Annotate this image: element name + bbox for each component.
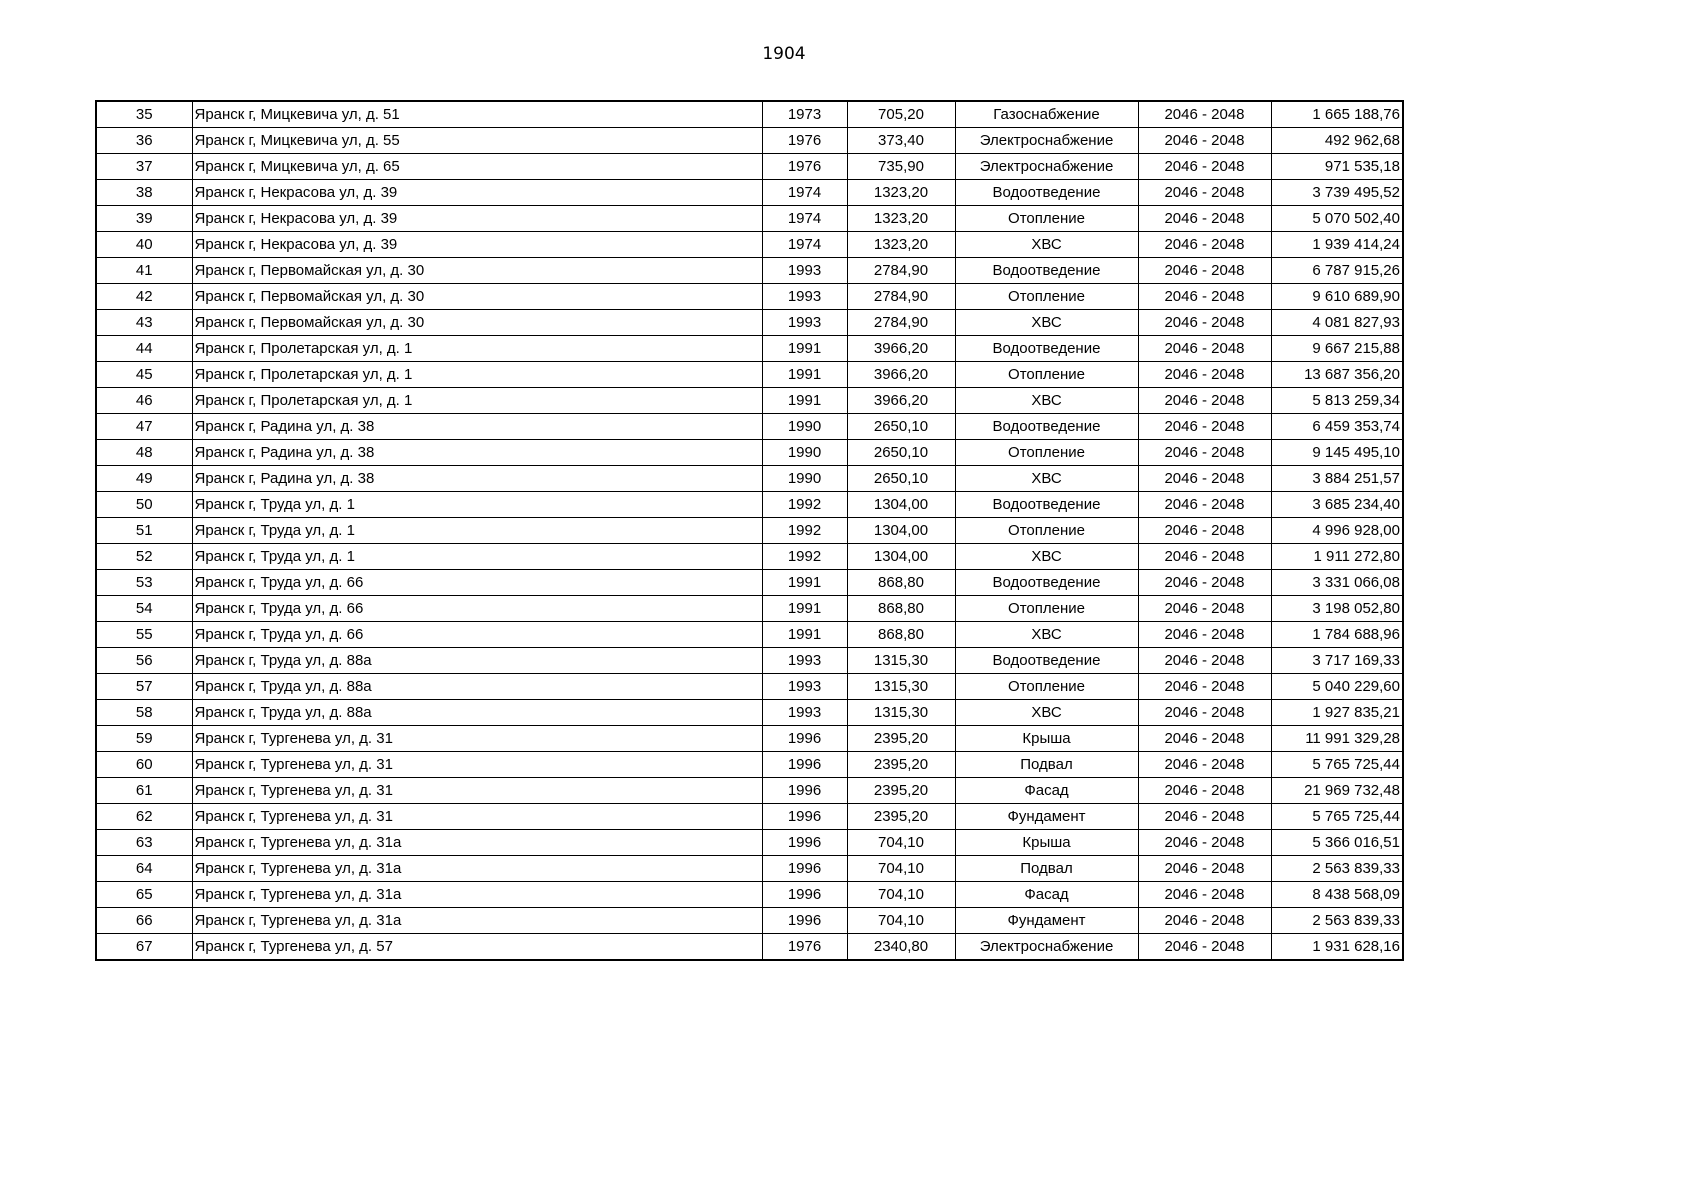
address-cell: Яранск г, Тургенева ул, д. 31а xyxy=(192,830,762,856)
work-type-cell: Водоотведение xyxy=(955,336,1138,362)
work-type-cell: Отопление xyxy=(955,206,1138,232)
area-cell: 3966,20 xyxy=(847,388,955,414)
row-number-cell: 52 xyxy=(96,544,192,570)
work-type-cell: Водоотведение xyxy=(955,570,1138,596)
year-built-cell: 1992 xyxy=(762,492,847,518)
cost-cell: 9 145 495,10 xyxy=(1271,440,1403,466)
period-cell: 2046 - 2048 xyxy=(1138,778,1271,804)
table-row xyxy=(96,310,1403,336)
address-cell: Яранск г, Некрасова ул, д. 39 xyxy=(192,180,762,206)
cost-cell: 6 459 353,74 xyxy=(1271,414,1403,440)
address-cell: Яранск г, Труда ул, д. 88а xyxy=(192,700,762,726)
row-number-cell: 45 xyxy=(96,362,192,388)
area-cell: 2650,10 xyxy=(847,466,955,492)
area-cell: 3966,20 xyxy=(847,336,955,362)
work-type-cell: Подвал xyxy=(955,752,1138,778)
cost-cell: 3 198 052,80 xyxy=(1271,596,1403,622)
area-cell: 2784,90 xyxy=(847,284,955,310)
area-cell: 704,10 xyxy=(847,908,955,934)
area-cell: 1315,30 xyxy=(847,648,955,674)
area-cell: 1315,30 xyxy=(847,700,955,726)
table-row xyxy=(96,492,1403,518)
area-cell: 3966,20 xyxy=(847,362,955,388)
table-row xyxy=(96,700,1403,726)
period-cell: 2046 - 2048 xyxy=(1138,336,1271,362)
address-cell: Яранск г, Мицкевича ул, д. 55 xyxy=(192,128,762,154)
address-cell: Яранск г, Радина ул, д. 38 xyxy=(192,466,762,492)
period-cell: 2046 - 2048 xyxy=(1138,830,1271,856)
year-built-cell: 1974 xyxy=(762,180,847,206)
year-built-cell: 1973 xyxy=(762,101,847,128)
year-built-cell: 1990 xyxy=(762,414,847,440)
cost-cell: 1 665 188,76 xyxy=(1271,101,1403,128)
table-row xyxy=(96,414,1403,440)
row-number-cell: 63 xyxy=(96,830,192,856)
work-type-cell: Отопление xyxy=(955,674,1138,700)
table-body xyxy=(96,101,1403,960)
row-number-cell: 61 xyxy=(96,778,192,804)
address-cell: Яранск г, Некрасова ул, д. 39 xyxy=(192,206,762,232)
work-type-cell: Фундамент xyxy=(955,908,1138,934)
row-number-cell: 66 xyxy=(96,908,192,934)
cost-cell: 3 685 234,40 xyxy=(1271,492,1403,518)
address-cell: Яранск г, Тургенева ул, д. 31 xyxy=(192,726,762,752)
cost-cell: 4 996 928,00 xyxy=(1271,518,1403,544)
table-row xyxy=(96,648,1403,674)
row-number-cell: 67 xyxy=(96,934,192,961)
year-built-cell: 1974 xyxy=(762,232,847,258)
cost-cell: 1 939 414,24 xyxy=(1271,232,1403,258)
row-number-cell: 57 xyxy=(96,674,192,700)
area-cell: 1304,00 xyxy=(847,492,955,518)
cost-cell: 9 667 215,88 xyxy=(1271,336,1403,362)
row-number-cell: 55 xyxy=(96,622,192,648)
address-cell: Яранск г, Труда ул, д. 1 xyxy=(192,518,762,544)
period-cell: 2046 - 2048 xyxy=(1138,544,1271,570)
work-type-cell: ХВС xyxy=(955,466,1138,492)
cost-cell: 1 784 688,96 xyxy=(1271,622,1403,648)
address-cell: Яранск г, Тургенева ул, д. 31 xyxy=(192,804,762,830)
table-row xyxy=(96,336,1403,362)
address-cell: Яранск г, Пролетарская ул, д. 1 xyxy=(192,362,762,388)
row-number-cell: 58 xyxy=(96,700,192,726)
table-row xyxy=(96,388,1403,414)
cost-cell: 1 931 628,16 xyxy=(1271,934,1403,961)
period-cell: 2046 - 2048 xyxy=(1138,622,1271,648)
area-cell: 2395,20 xyxy=(847,752,955,778)
cost-cell: 8 438 568,09 xyxy=(1271,882,1403,908)
period-cell: 2046 - 2048 xyxy=(1138,258,1271,284)
area-cell: 704,10 xyxy=(847,830,955,856)
work-type-cell: Отопление xyxy=(955,518,1138,544)
area-cell: 868,80 xyxy=(847,622,955,648)
cost-cell: 971 535,18 xyxy=(1271,154,1403,180)
housing-repair-table xyxy=(95,100,1404,961)
work-type-cell: Отопление xyxy=(955,440,1138,466)
row-number-cell: 49 xyxy=(96,466,192,492)
address-cell: Яранск г, Труда ул, д. 88а xyxy=(192,648,762,674)
area-cell: 2784,90 xyxy=(847,310,955,336)
period-cell: 2046 - 2048 xyxy=(1138,466,1271,492)
year-built-cell: 1996 xyxy=(762,726,847,752)
row-number-cell: 51 xyxy=(96,518,192,544)
row-number-cell: 40 xyxy=(96,232,192,258)
area-cell: 373,40 xyxy=(847,128,955,154)
address-cell: Яранск г, Тургенева ул, д. 57 xyxy=(192,934,762,961)
address-cell: Яранск г, Труда ул, д. 66 xyxy=(192,596,762,622)
table-row xyxy=(96,570,1403,596)
area-cell: 2784,90 xyxy=(847,258,955,284)
area-cell: 1315,30 xyxy=(847,674,955,700)
area-cell: 705,20 xyxy=(847,101,955,128)
cost-cell: 11 991 329,28 xyxy=(1271,726,1403,752)
year-built-cell: 1991 xyxy=(762,388,847,414)
row-number-cell: 64 xyxy=(96,856,192,882)
year-built-cell: 1996 xyxy=(762,752,847,778)
cost-cell: 1 911 272,80 xyxy=(1271,544,1403,570)
area-cell: 704,10 xyxy=(847,882,955,908)
year-built-cell: 1976 xyxy=(762,128,847,154)
table-row xyxy=(96,362,1403,388)
area-cell: 2395,20 xyxy=(847,778,955,804)
work-type-cell: Электроснабжение xyxy=(955,934,1138,961)
period-cell: 2046 - 2048 xyxy=(1138,414,1271,440)
year-built-cell: 1993 xyxy=(762,284,847,310)
work-type-cell: Отопление xyxy=(955,362,1138,388)
cost-cell: 2 563 839,33 xyxy=(1271,908,1403,934)
address-cell: Яранск г, Радина ул, д. 38 xyxy=(192,414,762,440)
row-number-cell: 42 xyxy=(96,284,192,310)
area-cell: 1323,20 xyxy=(847,180,955,206)
address-cell: Яранск г, Тургенева ул, д. 31а xyxy=(192,882,762,908)
year-built-cell: 1991 xyxy=(762,336,847,362)
cost-cell: 9 610 689,90 xyxy=(1271,284,1403,310)
address-cell: Яранск г, Мицкевича ул, д. 65 xyxy=(192,154,762,180)
period-cell: 2046 - 2048 xyxy=(1138,570,1271,596)
address-cell: Яранск г, Некрасова ул, д. 39 xyxy=(192,232,762,258)
table-row xyxy=(96,908,1403,934)
area-cell: 868,80 xyxy=(847,570,955,596)
work-type-cell: ХВС xyxy=(955,388,1138,414)
table-row xyxy=(96,154,1403,180)
year-built-cell: 1990 xyxy=(762,466,847,492)
area-cell: 868,80 xyxy=(847,596,955,622)
address-cell: Яранск г, Тургенева ул, д. 31 xyxy=(192,778,762,804)
address-cell: Яранск г, Труда ул, д. 88а xyxy=(192,674,762,700)
work-type-cell: Фасад xyxy=(955,778,1138,804)
table-row xyxy=(96,674,1403,700)
work-type-cell: Электроснабжение xyxy=(955,154,1138,180)
area-cell: 1323,20 xyxy=(847,232,955,258)
table-row xyxy=(96,856,1403,882)
work-type-cell: Крыша xyxy=(955,830,1138,856)
row-number-cell: 59 xyxy=(96,726,192,752)
row-number-cell: 39 xyxy=(96,206,192,232)
table-row xyxy=(96,830,1403,856)
period-cell: 2046 - 2048 xyxy=(1138,180,1271,206)
address-cell: Яранск г, Труда ул, д. 1 xyxy=(192,544,762,570)
area-cell: 2340,80 xyxy=(847,934,955,961)
work-type-cell: ХВС xyxy=(955,544,1138,570)
address-cell: Яранск г, Тургенева ул, д. 31 xyxy=(192,752,762,778)
period-cell: 2046 - 2048 xyxy=(1138,726,1271,752)
work-type-cell: Водоотведение xyxy=(955,414,1138,440)
table-row xyxy=(96,466,1403,492)
area-cell: 704,10 xyxy=(847,856,955,882)
cost-cell: 4 081 827,93 xyxy=(1271,310,1403,336)
cost-cell: 5 813 259,34 xyxy=(1271,388,1403,414)
work-type-cell: Подвал xyxy=(955,856,1138,882)
year-built-cell: 1993 xyxy=(762,700,847,726)
work-type-cell: Электроснабжение xyxy=(955,128,1138,154)
cost-cell: 6 787 915,26 xyxy=(1271,258,1403,284)
table-row xyxy=(96,596,1403,622)
area-cell: 2395,20 xyxy=(847,726,955,752)
period-cell: 2046 - 2048 xyxy=(1138,856,1271,882)
period-cell: 2046 - 2048 xyxy=(1138,648,1271,674)
work-type-cell: Фасад xyxy=(955,882,1138,908)
table-row xyxy=(96,518,1403,544)
year-built-cell: 1992 xyxy=(762,518,847,544)
work-type-cell: Водоотведение xyxy=(955,180,1138,206)
year-built-cell: 1991 xyxy=(762,570,847,596)
period-cell: 2046 - 2048 xyxy=(1138,388,1271,414)
page-number: 1904 xyxy=(762,44,806,64)
row-number-cell: 56 xyxy=(96,648,192,674)
area-cell: 1323,20 xyxy=(847,206,955,232)
address-cell: Яранск г, Первомайская ул, д. 30 xyxy=(192,284,762,310)
cost-cell: 3 717 169,33 xyxy=(1271,648,1403,674)
period-cell: 2046 - 2048 xyxy=(1138,154,1271,180)
cost-cell: 5 366 016,51 xyxy=(1271,830,1403,856)
area-cell: 2650,10 xyxy=(847,440,955,466)
period-cell: 2046 - 2048 xyxy=(1138,908,1271,934)
cost-cell: 5 040 229,60 xyxy=(1271,674,1403,700)
year-built-cell: 1996 xyxy=(762,882,847,908)
cost-cell: 3 739 495,52 xyxy=(1271,180,1403,206)
year-built-cell: 1993 xyxy=(762,674,847,700)
period-cell: 2046 - 2048 xyxy=(1138,492,1271,518)
cost-cell: 13 687 356,20 xyxy=(1271,362,1403,388)
cost-cell: 2 563 839,33 xyxy=(1271,856,1403,882)
address-cell: Яранск г, Первомайская ул, д. 30 xyxy=(192,310,762,336)
table-row xyxy=(96,128,1403,154)
row-number-cell: 50 xyxy=(96,492,192,518)
work-type-cell: Крыша xyxy=(955,726,1138,752)
work-type-cell: Газоснабжение xyxy=(955,101,1138,128)
work-type-cell: Водоотведение xyxy=(955,258,1138,284)
row-number-cell: 41 xyxy=(96,258,192,284)
table-row xyxy=(96,622,1403,648)
table-row xyxy=(96,206,1403,232)
period-cell: 2046 - 2048 xyxy=(1138,128,1271,154)
address-cell: Яранск г, Тургенева ул, д. 31а xyxy=(192,908,762,934)
period-cell: 2046 - 2048 xyxy=(1138,101,1271,128)
cost-cell: 5 765 725,44 xyxy=(1271,752,1403,778)
row-number-cell: 53 xyxy=(96,570,192,596)
year-built-cell: 1996 xyxy=(762,778,847,804)
period-cell: 2046 - 2048 xyxy=(1138,934,1271,961)
table-row xyxy=(96,934,1403,961)
address-cell: Яранск г, Труда ул, д. 66 xyxy=(192,622,762,648)
year-built-cell: 1992 xyxy=(762,544,847,570)
table-row xyxy=(96,258,1403,284)
address-cell: Яранск г, Мицкевича ул, д. 51 xyxy=(192,101,762,128)
work-type-cell: Водоотведение xyxy=(955,492,1138,518)
year-built-cell: 1991 xyxy=(762,596,847,622)
cost-cell: 5 765 725,44 xyxy=(1271,804,1403,830)
period-cell: 2046 - 2048 xyxy=(1138,674,1271,700)
work-type-cell: ХВС xyxy=(955,700,1138,726)
year-built-cell: 1993 xyxy=(762,310,847,336)
table-row xyxy=(96,726,1403,752)
area-cell: 1304,00 xyxy=(847,518,955,544)
work-type-cell: Водоотведение xyxy=(955,648,1138,674)
cost-cell: 492 962,68 xyxy=(1271,128,1403,154)
area-cell: 2650,10 xyxy=(847,414,955,440)
area-cell: 1304,00 xyxy=(847,544,955,570)
row-number-cell: 47 xyxy=(96,414,192,440)
period-cell: 2046 - 2048 xyxy=(1138,362,1271,388)
address-cell: Яранск г, Тургенева ул, д. 31а xyxy=(192,856,762,882)
row-number-cell: 62 xyxy=(96,804,192,830)
row-number-cell: 35 xyxy=(96,101,192,128)
row-number-cell: 38 xyxy=(96,180,192,206)
table-row xyxy=(96,232,1403,258)
row-number-cell: 44 xyxy=(96,336,192,362)
row-number-cell: 65 xyxy=(96,882,192,908)
year-built-cell: 1990 xyxy=(762,440,847,466)
year-built-cell: 1993 xyxy=(762,258,847,284)
table-row xyxy=(96,180,1403,206)
address-cell: Яранск г, Радина ул, д. 38 xyxy=(192,440,762,466)
period-cell: 2046 - 2048 xyxy=(1138,310,1271,336)
work-type-cell: ХВС xyxy=(955,232,1138,258)
work-type-cell: Отопление xyxy=(955,284,1138,310)
period-cell: 2046 - 2048 xyxy=(1138,232,1271,258)
period-cell: 2046 - 2048 xyxy=(1138,206,1271,232)
row-number-cell: 46 xyxy=(96,388,192,414)
table-row xyxy=(96,804,1403,830)
period-cell: 2046 - 2048 xyxy=(1138,752,1271,778)
table-row xyxy=(96,440,1403,466)
cost-cell: 21 969 732,48 xyxy=(1271,778,1403,804)
table-row xyxy=(96,778,1403,804)
address-cell: Яранск г, Пролетарская ул, д. 1 xyxy=(192,336,762,362)
table-row xyxy=(96,752,1403,778)
work-type-cell: Фундамент xyxy=(955,804,1138,830)
row-number-cell: 60 xyxy=(96,752,192,778)
period-cell: 2046 - 2048 xyxy=(1138,440,1271,466)
cost-cell: 5 070 502,40 xyxy=(1271,206,1403,232)
year-built-cell: 1996 xyxy=(762,908,847,934)
year-built-cell: 1976 xyxy=(762,154,847,180)
year-built-cell: 1991 xyxy=(762,622,847,648)
table-row xyxy=(96,284,1403,310)
address-cell: Яранск г, Первомайская ул, д. 30 xyxy=(192,258,762,284)
cost-cell: 3 331 066,08 xyxy=(1271,570,1403,596)
cost-cell: 1 927 835,21 xyxy=(1271,700,1403,726)
period-cell: 2046 - 2048 xyxy=(1138,284,1271,310)
year-built-cell: 1993 xyxy=(762,648,847,674)
row-number-cell: 43 xyxy=(96,310,192,336)
period-cell: 2046 - 2048 xyxy=(1138,882,1271,908)
year-built-cell: 1996 xyxy=(762,830,847,856)
year-built-cell: 1996 xyxy=(762,856,847,882)
table-row xyxy=(96,101,1403,128)
area-cell: 2395,20 xyxy=(847,804,955,830)
cost-cell: 3 884 251,57 xyxy=(1271,466,1403,492)
table-row xyxy=(96,882,1403,908)
period-cell: 2046 - 2048 xyxy=(1138,518,1271,544)
work-type-cell: ХВС xyxy=(955,622,1138,648)
row-number-cell: 36 xyxy=(96,128,192,154)
address-cell: Яранск г, Пролетарская ул, д. 1 xyxy=(192,388,762,414)
area-cell: 735,90 xyxy=(847,154,955,180)
year-built-cell: 1991 xyxy=(762,362,847,388)
period-cell: 2046 - 2048 xyxy=(1138,700,1271,726)
period-cell: 2046 - 2048 xyxy=(1138,804,1271,830)
row-number-cell: 54 xyxy=(96,596,192,622)
year-built-cell: 1976 xyxy=(762,934,847,961)
work-type-cell: Отопление xyxy=(955,596,1138,622)
row-number-cell: 37 xyxy=(96,154,192,180)
row-number-cell: 48 xyxy=(96,440,192,466)
address-cell: Яранск г, Труда ул, д. 1 xyxy=(192,492,762,518)
address-cell: Яранск г, Труда ул, д. 66 xyxy=(192,570,762,596)
period-cell: 2046 - 2048 xyxy=(1138,596,1271,622)
work-type-cell: ХВС xyxy=(955,310,1138,336)
year-built-cell: 1996 xyxy=(762,804,847,830)
table-row xyxy=(96,544,1403,570)
year-built-cell: 1974 xyxy=(762,206,847,232)
